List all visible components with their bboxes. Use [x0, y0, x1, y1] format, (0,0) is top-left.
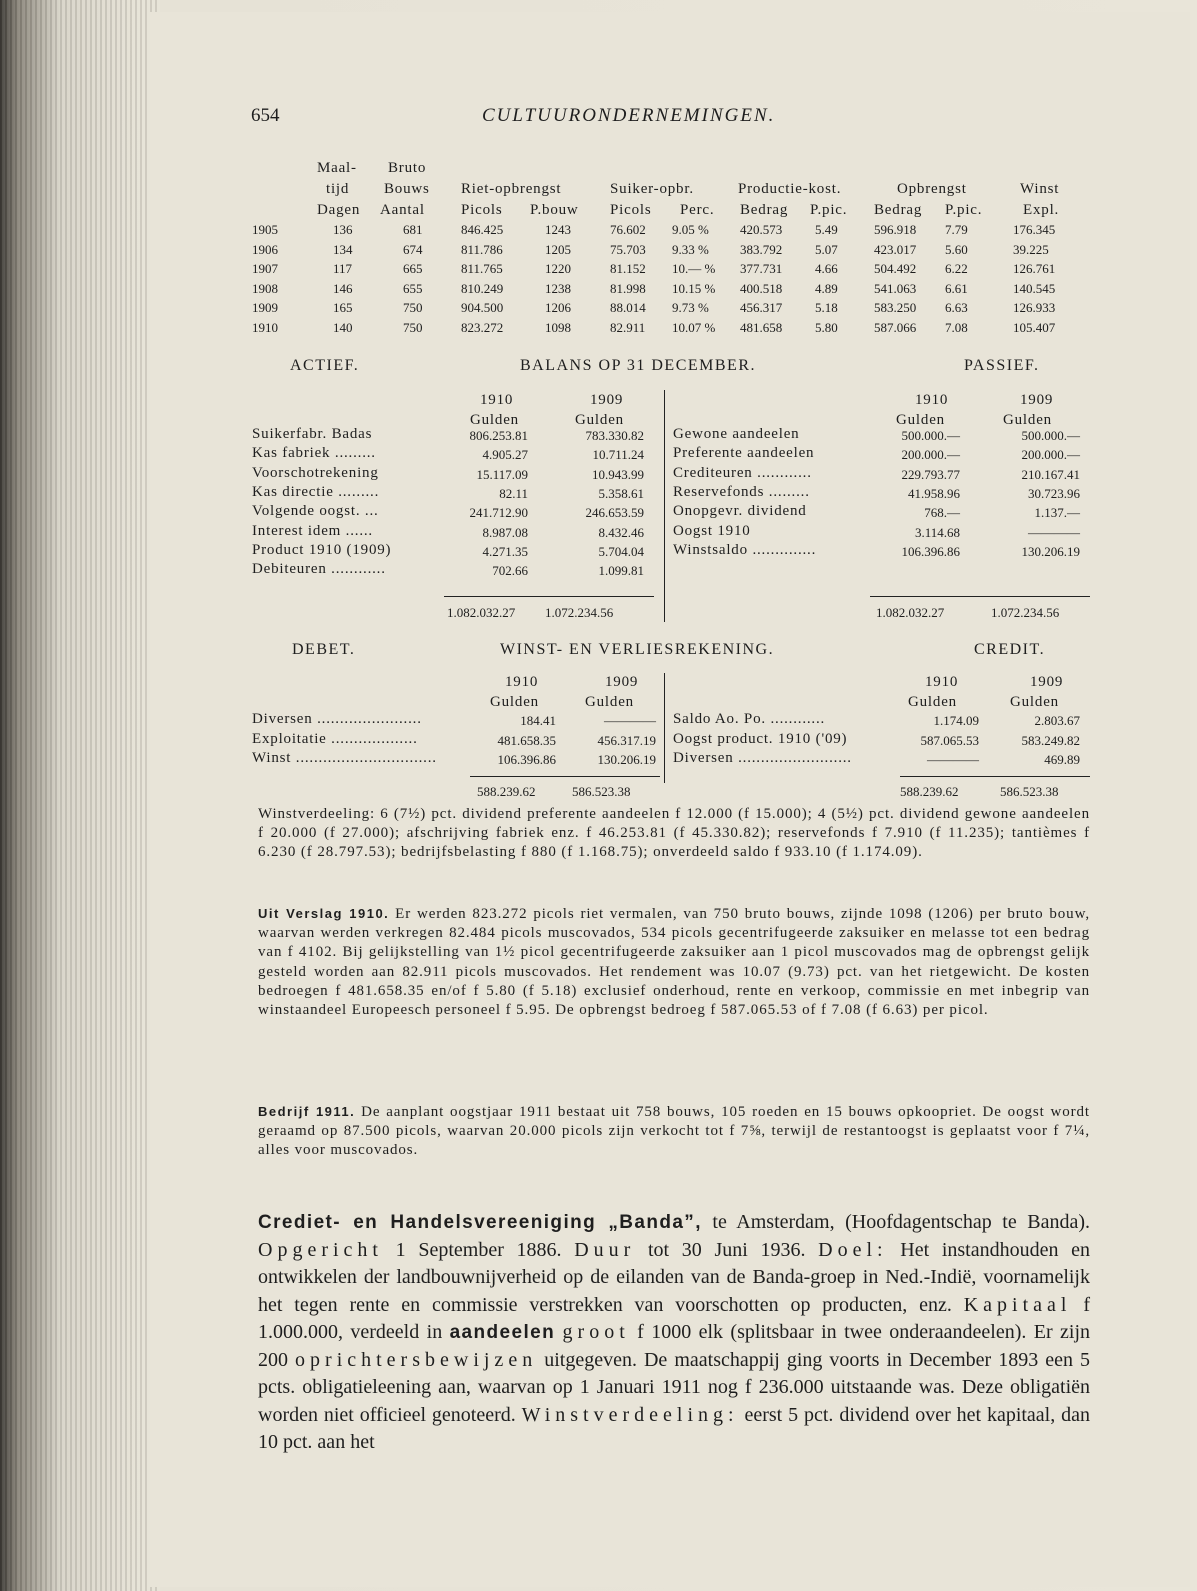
- prod-cell-opbr-ppic: 7.08: [945, 319, 968, 335]
- prod-cell-riet-pbouw: 1205: [545, 241, 571, 257]
- prod-cell-aantal: 750: [403, 319, 423, 335]
- debit-label: Winst ...............................: [252, 750, 437, 766]
- prod-cell-kost-bedrag: 420.573: [740, 222, 783, 237]
- prod-cell-riet-pbouw: 1098: [545, 319, 571, 335]
- banda-oprichtersbewijzen: oprichtersbewijzen: [295, 1348, 538, 1371]
- prod-cell-suiker-picols: 75.703: [610, 241, 646, 257]
- prod-cell-dagen: 146: [333, 280, 353, 296]
- asset-value-1909: 8.432.46: [598, 524, 644, 540]
- asset-label: Debiteuren ............: [252, 561, 386, 578]
- prod-cell-suiker-picols: 81.998: [610, 280, 646, 296]
- prod-cell-opbr-bedrag: 587.066: [874, 319, 917, 335]
- credit-label: Diversen .........................: [673, 750, 852, 766]
- asset-value-1909: 1.099.81: [598, 563, 644, 579]
- prod-cell-kost-ppic: 5.49: [815, 222, 838, 237]
- prod-cell-winst-expl: 126.761: [1013, 261, 1056, 276]
- asset-value-1910: 4.271.35: [482, 543, 528, 559]
- pl-total-1910-left: 588.239.62: [477, 784, 536, 799]
- prod-cell-winst-expl: 140.545: [1013, 280, 1056, 296]
- col-sub-dagen: Dagen: [317, 202, 361, 218]
- prod-cell-riet-picols: 846.425: [461, 222, 504, 237]
- col-sub-picols: Picols: [461, 202, 503, 218]
- debit-value-1909: 130.206.19: [597, 752, 656, 767]
- page-number: 654: [251, 105, 280, 126]
- prod-cell-kost-bedrag: 400.518: [740, 280, 783, 296]
- col-sub-ppic: P.pic.: [810, 202, 848, 218]
- liability-value-1909: 210.167.41: [1021, 466, 1080, 482]
- liability-label: Oogst 1910: [673, 522, 751, 539]
- balance-year-1909-right: 1909: [1020, 392, 1054, 408]
- verslag-paragraph: [258, 904, 1090, 1020]
- debit-value-1909: ————: [604, 713, 656, 728]
- winstverdeeling-paragraph: Winstverdeeling: 6 (7½) pct. dividend preferente aandeelen f 12.000 (f 15.000); 4 (5½) pct. dividend gewone aandeelen f 20.000 (f 27.000); afschrijving fabriek enz. f 46.253.81 (f 45.330.82); reservefonds f 7.910 (f 11.235); tantièmes f 6.230 (f 28.797.53); bedrijfsbelasting f 880 (f 1.168.75); onverdeeld saldo f 933.10 (f 1.174.09).: [258, 806, 1090, 861]
- balance-total-rule-right: [870, 596, 1090, 597]
- prod-cell-suiker-picols: 88.014: [610, 300, 646, 315]
- asset-label: Product 1910 (1909): [252, 541, 392, 558]
- prod-cell-riet-picols: 810.249: [461, 280, 504, 296]
- prod-cell-opbr-bedrag: 504.492: [874, 261, 917, 276]
- credit-value-1909: 583.249.82: [1021, 732, 1080, 748]
- liability-label: Crediteuren ............: [673, 464, 812, 481]
- prod-cell-kost-ppic: 5.07: [815, 241, 838, 257]
- liability-value-1910: 229.793.77: [901, 466, 960, 482]
- asset-value-1909: 5.358.61: [598, 485, 644, 501]
- liability-value-1909: 30.723.96: [1028, 485, 1080, 501]
- bedrijf-paragraph: [258, 1102, 1090, 1161]
- prod-cell-suiker-perc: 9.33 %: [672, 241, 709, 257]
- prod-cell-year: 1906: [252, 241, 278, 257]
- liability-label: Reservefonds .........: [673, 483, 810, 500]
- asset-value-1910: 82.11: [499, 485, 528, 501]
- banda-text-7: f 1000 elk (splitsbaar in twee onderaandeelen). Er zijn 200: [258, 1321, 1091, 1371]
- prod-cell-winst-expl: 105.407: [1013, 319, 1056, 335]
- debit-value-1910: 184.41: [520, 713, 556, 728]
- prod-cell-kost-bedrag: 377.731: [740, 261, 783, 276]
- prod-cell-riet-pbouw: 1243: [545, 222, 571, 237]
- prod-cell-opbr-ppic: 6.22: [945, 261, 968, 276]
- debit-label: Diversen .......................: [252, 711, 422, 727]
- asset-value-1909: 10.711.24: [592, 447, 644, 463]
- prod-cell-suiker-perc: 10.15 %: [672, 280, 716, 296]
- col-sub-picols2: Picols: [610, 202, 652, 218]
- liability-value-1910: 106.396.86: [901, 543, 960, 559]
- balance-unit-4: Gulden: [1003, 412, 1052, 428]
- col-head-winst: Winst: [1020, 181, 1060, 197]
- prod-cell-winst-expl: 126.933: [1013, 300, 1056, 315]
- liability-value-1909: 200.000.—: [1021, 447, 1080, 463]
- prod-cell-dagen: 140: [333, 319, 353, 335]
- credit-value-1909: 469.89: [1044, 752, 1080, 767]
- pl-year-1910-left: 1910: [505, 674, 539, 690]
- asset-value-1909: 246.653.59: [585, 505, 644, 521]
- prod-cell-kost-ppic: 4.66: [815, 261, 838, 276]
- liability-label: Preferente aandeelen: [673, 445, 815, 462]
- col-head-tijd: tijd: [326, 181, 350, 197]
- balance-total-1910-left: 1.082.032.27: [447, 605, 516, 620]
- balance-total-1909-right: 1.072.234.56: [991, 605, 1060, 620]
- prod-cell-kost-ppic: 5.18: [815, 300, 838, 315]
- asset-value-1910: 241.712.90: [469, 505, 528, 521]
- credit-label: Saldo Ao. Po. ............: [673, 711, 826, 727]
- banda-duur: Duur: [574, 1238, 636, 1261]
- balance-left-title: ACTIEF.: [290, 357, 360, 374]
- prod-cell-year: 1910: [252, 319, 278, 335]
- prod-cell-aantal: 655: [403, 280, 423, 296]
- prod-cell-dagen: 165: [333, 300, 353, 315]
- prod-cell-opbr-ppic: 6.61: [945, 280, 968, 296]
- prod-cell-opbr-ppic: 6.63: [945, 300, 968, 315]
- asset-value-1910: 702.66: [492, 563, 528, 579]
- liability-label: Gewone aandeelen: [673, 426, 800, 442]
- banda-winstverdeeling: Winstverdeeling:: [521, 1403, 739, 1426]
- balance-divider: [664, 390, 665, 622]
- pl-total-1909-right: 586.523.38: [1000, 784, 1059, 799]
- asset-value-1910: 4.905.27: [482, 447, 528, 463]
- liability-value-1910: 41.958.96: [908, 485, 960, 501]
- debit-value-1910: 481.658.35: [497, 732, 556, 748]
- col-head-productie: Productie-kost.: [738, 181, 842, 197]
- asset-label: Kas fabriek .........: [252, 445, 376, 462]
- credit-label: Oogst product. 1910 ('09): [673, 730, 848, 747]
- prod-cell-suiker-picols: 81.152: [610, 261, 646, 276]
- asset-label: Suikerfabr. Badas: [252, 426, 373, 442]
- prod-cell-year: 1908: [252, 280, 278, 296]
- prod-cell-opbr-bedrag: 596.918: [874, 222, 917, 237]
- debit-label: Exploitatie ...................: [252, 730, 418, 747]
- prod-cell-aantal: 674: [403, 241, 423, 257]
- credit-value-1909: 2.803.67: [1034, 713, 1080, 728]
- prod-cell-riet-picols: 811.765: [461, 261, 503, 276]
- pl-unit-3: Gulden: [908, 694, 957, 710]
- prod-cell-aantal: 681: [403, 222, 423, 237]
- prod-cell-dagen: 134: [333, 241, 353, 257]
- pl-total-rule-left: [470, 776, 660, 777]
- col-head-maal: Maal-: [317, 160, 357, 176]
- banda-text-5: f 1.000.000, verdeeld in: [258, 1293, 1090, 1343]
- prod-cell-year: 1907: [252, 261, 278, 276]
- col-sub-pbouw: P.bouw: [530, 202, 579, 218]
- pl-year-1909-left: 1909: [605, 674, 639, 690]
- prod-cell-suiker-perc: 9.73 %: [672, 300, 709, 315]
- prod-cell-suiker-perc: 10.— %: [672, 261, 716, 276]
- prod-cell-riet-picols: 904.500: [461, 300, 504, 315]
- asset-value-1909: 5.704.04: [598, 543, 644, 559]
- pl-total-rule-right: [900, 776, 1090, 777]
- prod-cell-opbr-ppic: 5.60: [945, 241, 968, 257]
- balance-year-1909-left: 1909: [590, 392, 624, 408]
- asset-value-1910: 15.117.09: [476, 466, 528, 482]
- balance-title: BALANS OP 31 DECEMBER.: [520, 357, 756, 374]
- prod-cell-opbr-bedrag: 423.017: [874, 241, 917, 257]
- col-sub-perc: Perc.: [680, 202, 715, 218]
- col-head-bouws: Bouws: [384, 181, 430, 197]
- banda-company-name: Crediet- en Handelsvereeniging „Banda”,: [258, 1212, 702, 1233]
- liability-value-1909: ————: [1028, 524, 1080, 540]
- book-page-edges: [0, 0, 160, 1591]
- prod-cell-aantal: 665: [403, 261, 423, 276]
- banda-opgericht: Opgericht: [258, 1238, 383, 1261]
- prod-cell-riet-pbouw: 1220: [545, 261, 571, 276]
- asset-value-1909: 10.943.99: [592, 466, 644, 482]
- prod-cell-riet-pbouw: 1206: [545, 300, 571, 315]
- pl-total-1909-left: 586.523.38: [572, 784, 631, 799]
- pl-title: WINST- EN VERLIESREKENING.: [500, 641, 775, 658]
- prod-cell-dagen: 136: [333, 222, 353, 237]
- debit-value-1909: 456.317.19: [597, 732, 656, 748]
- prod-cell-winst-expl: 176.345: [1013, 222, 1056, 237]
- liability-value-1910: 3.114.68: [914, 524, 960, 540]
- banda-text-6: [555, 1321, 562, 1343]
- credit-value-1910: 1.174.09: [933, 713, 979, 728]
- prod-cell-opbr-ppic: 7.79: [945, 222, 968, 237]
- banda-doel: Doel:: [818, 1238, 888, 1261]
- balance-unit-1: Gulden: [470, 412, 519, 428]
- banda-text-4: Het instandhouden en ontwikkelen der landbouwnijverheid op de eilanden van de Banda-groep in Ned.-Indië, voornamelijk het tegen rente en commissie verstrekken van voorschotten op producten, enz.: [258, 1238, 1091, 1316]
- asset-label: Interest idem ......: [252, 522, 373, 539]
- balance-right-title: PASSIEF.: [964, 357, 1040, 374]
- balance-year-1910-left: 1910: [480, 392, 514, 408]
- balance-total-1909-left: 1.072.234.56: [545, 605, 614, 620]
- running-title: CULTUURONDERNEMINGEN.: [482, 105, 776, 126]
- col-sub-aantal: Aantal: [380, 202, 425, 218]
- balance-unit-2: Gulden: [575, 412, 624, 428]
- col-head-riet: Riet-opbrengst: [461, 181, 562, 197]
- balance-unit-3: Gulden: [896, 412, 945, 428]
- liability-value-1909: 1.137.—: [1034, 505, 1080, 521]
- balance-year-1910-right: 1910: [915, 392, 949, 408]
- liability-label: Winstsaldo ..............: [673, 541, 817, 558]
- prod-cell-winst-expl: 39.225: [1013, 241, 1049, 257]
- liability-value-1910: 200.000.—: [901, 447, 960, 463]
- col-sub-expl: Expl.: [1023, 202, 1060, 218]
- asset-label: Volgende oogst. ...: [252, 503, 379, 520]
- debit-value-1910: 106.396.86: [497, 752, 556, 767]
- col-sub-bedrag: Bedrag: [740, 202, 789, 218]
- balance-total-1910-right: 1.082.032.27: [876, 605, 945, 620]
- prod-cell-kost-bedrag: 456.317: [740, 300, 783, 315]
- liability-label: Onopgevr. dividend: [673, 503, 807, 520]
- banda-aandeelen: aandeelen: [449, 1322, 556, 1343]
- bedrijf-body: De aanplant oogstjaar 1911 bestaat uit 758 bouws, 105 roeden en 15 bouws opkoopriet. De oogst wordt geraamd op 87.500 picols, waarvan 20.000 picols zijn verkocht tot f 7⅝, terwijl de restantoogst is geplaatst voor f 7¼, alles voor muscovados.: [258, 1104, 1090, 1159]
- prod-cell-kost-bedrag: 383.792: [740, 241, 783, 257]
- prod-cell-suiker-picols: 82.911: [610, 319, 646, 335]
- balance-total-rule-left: [444, 596, 654, 597]
- bedrijf-heading: Bedrijf 1911.: [258, 1104, 356, 1119]
- prod-cell-suiker-picols: 76.602: [610, 222, 646, 237]
- liability-value-1909: 130.206.19: [1021, 543, 1080, 559]
- prod-cell-riet-pbouw: 1238: [545, 280, 571, 296]
- credit-value-1910: ————: [927, 752, 979, 767]
- pl-unit-4: Gulden: [1010, 694, 1059, 710]
- banda-text-3: tot 30 Juni 1936.: [635, 1238, 819, 1261]
- asset-label: Kas directie .........: [252, 483, 380, 500]
- prod-cell-suiker-perc: 9.05 %: [672, 222, 709, 237]
- credit-value-1910: 587.065.53: [920, 732, 979, 748]
- banda-kapitaal: Kapitaal: [963, 1293, 1072, 1316]
- pl-unit-1: Gulden: [490, 694, 539, 710]
- pl-right-title: CREDIT.: [974, 641, 1046, 658]
- prod-cell-kost-ppic: 4.89: [815, 280, 838, 296]
- prod-cell-dagen: 117: [333, 261, 353, 276]
- prod-cell-suiker-perc: 10.07 %: [672, 319, 716, 335]
- verslag-heading: Uit Verslag 1910.: [258, 906, 390, 921]
- pl-year-1910-right: 1910: [925, 674, 959, 690]
- pl-divider: [664, 673, 665, 783]
- banda-text-1: te Amsterdam, (Hoofdagentschap te Banda).: [701, 1211, 1090, 1233]
- liability-value-1909: 500.000.—: [1021, 428, 1080, 443]
- pl-year-1909-right: 1909: [1030, 674, 1064, 690]
- pl-unit-2: Gulden: [585, 694, 634, 710]
- prod-cell-kost-ppic: 5.80: [815, 319, 838, 335]
- prod-cell-riet-picols: 823.272: [461, 319, 504, 335]
- col-sub-bedrag2: Bedrag: [874, 202, 923, 218]
- prod-cell-opbr-bedrag: 583.250: [874, 300, 917, 315]
- prod-cell-year: 1905: [252, 222, 278, 237]
- col-sub-ppic2: P.pic.: [945, 202, 983, 218]
- asset-value-1910: 806.253.81: [469, 428, 528, 443]
- prod-cell-kost-bedrag: 481.658: [740, 319, 783, 335]
- prod-cell-year: 1909: [252, 300, 278, 315]
- banda-paragraph: [258, 1209, 1090, 1457]
- asset-value-1910: 8.987.08: [482, 524, 528, 540]
- liability-value-1910: 500.000.—: [901, 428, 960, 443]
- col-head-opbrengst: Opbrengst: [897, 181, 967, 197]
- verslag-body: Er werden 823.272 picols riet vermalen, van 750 bruto bouws, zijnde 1098 (1206) per bruto bouw, waarvan werden verkregen 82.484 picols muscovados, 534 picols gecentrifugeerde zaksuiker en melasse tot een bedrag van f 4102. Bij gelijkstelling van 1½ picol gecentrifugeerde zaksuiker aan 1 picol muscovados mag de opbrengst gelijk gesteld worden aan 82.911 picols muscovados. Het rendement was 10.07 (9.73) pct. van het rietgewicht. De kosten bedroegen f 481.658.35 en/of f 5.80 (f 5.18) exclusief onderhoud, rente en verkoop, commissie en met inbegrip van winstaandeel Europeesch personeel f 5.95. De opbrengst bedroeg f 587.065.53 of f 7.08 (f 6.63) per picol.: [258, 906, 1090, 1019]
- prod-cell-opbr-bedrag: 541.063: [874, 280, 917, 296]
- liability-value-1910: 768.—: [924, 505, 960, 521]
- prod-cell-riet-picols: 811.786: [461, 241, 503, 257]
- banda-text-9: eerst 5 pct. dividend over het kapitaal, dan 10 pct. aan het: [258, 1403, 1091, 1453]
- pl-left-title: DEBET.: [292, 641, 356, 658]
- pl-total-1910-right: 588.239.62: [900, 784, 959, 799]
- banda-text-2: 1 September 1886.: [382, 1238, 575, 1261]
- asset-label: Voorschotrekening: [252, 464, 379, 481]
- banda-text-8: uitgegeven. De maatschappij ging voorts in December 1893 een 5 pcts. obligatieleening aan, waarvan op 1 Januari 1911 nog f 236.000 uitstaande was. Deze obligatiën worden niet officieel genoteerd.: [258, 1348, 1091, 1426]
- col-head-suiker: Suiker-opbr.: [610, 181, 694, 197]
- asset-value-1909: 783.330.82: [585, 428, 644, 443]
- prod-cell-aantal: 750: [403, 300, 423, 315]
- banda-groot: groot: [562, 1321, 630, 1343]
- col-head-bruto: Bruto: [388, 160, 427, 176]
